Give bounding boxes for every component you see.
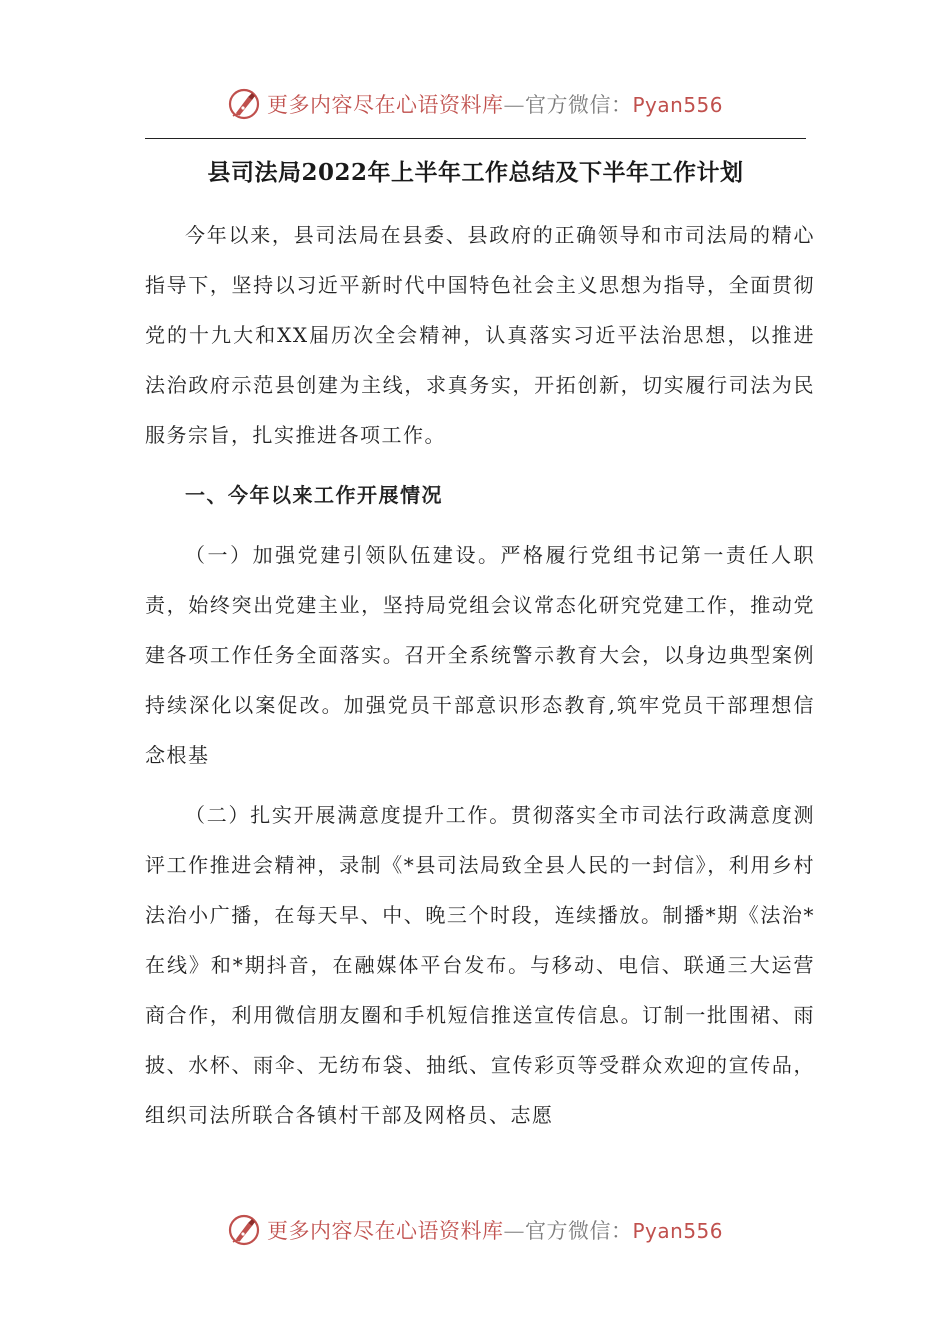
brand-name: 更多内容尽在心语资料库 xyxy=(266,1219,504,1243)
brand-dash: — xyxy=(503,1219,525,1243)
wechat-id: Pyan556 xyxy=(632,93,723,117)
header-watermark xyxy=(0,84,950,124)
brand-dash: — xyxy=(503,93,525,117)
wechat-id: Pyan556 xyxy=(632,1219,723,1243)
footer-watermark xyxy=(0,1210,950,1250)
intro-paragraph: 今年以来，县司法局在县委、县政府的正确领导和市司法局的精心指导下，坚持以习近平新时代中国特色社会主义思想为指导，全面贯彻党的十九大和XX届历次全会精神，认真落实习近平法治思想，以推进法治政府示范县创建为主线，求真务实，开拓创新，切实履行司法为民服务宗旨，扎实推进各项工作。 xyxy=(145,223,815,447)
watermark-text xyxy=(267,89,723,119)
item-paragraph-1: （一）加强党建引领队伍建设。严格履行党组书记第一责任人职责，始终突出党建主业，坚持局党组会议常态化研究党建工作，推动党建各项工作任务全面落实。召开全系统警示教育大会，以身边典型案例持续深化以案促改。加强党员干部意识形态教育,筑牢党员干部理想信念根基 xyxy=(145,543,815,767)
document-title: 县司法局2022年上半年工作总结及下半年工作计划 xyxy=(207,159,744,186)
pen-nib-circle-icon xyxy=(227,1213,261,1247)
brand-name: 更多内容尽在心语资料库 xyxy=(266,93,504,117)
header-divider xyxy=(145,138,806,139)
section-heading: 一、今年以来工作开展情况 xyxy=(185,483,443,507)
official-label: 官方微信： xyxy=(524,1219,633,1243)
item-paragraph-2: （二）扎实开展满意度提升工作。贯彻落实全市司法行政满意度测评工作推进会精神，录制《*县司法局致全县人民的一封信》，利用乡村法治小广播，在每天早、中、晚三个时段，连续播放。制播*期《法治*在线》和*期抖音，在融媒体平台发布。与移动、电信、联通三大运营商合作，利用微信朋友圈和手机短信推送宣传信息。订制一批围裙、雨披、水杯、雨伞、无纺布袋、抽纸、宣传彩页等受群众欢迎的宣传品，组织司法所联合各镇村干部及网格员、志愿 xyxy=(145,803,815,1127)
watermark-text xyxy=(267,1215,723,1245)
pen-nib-circle-icon xyxy=(227,87,261,121)
document-body xyxy=(145,210,815,1140)
official-label: 官方微信： xyxy=(524,93,633,117)
